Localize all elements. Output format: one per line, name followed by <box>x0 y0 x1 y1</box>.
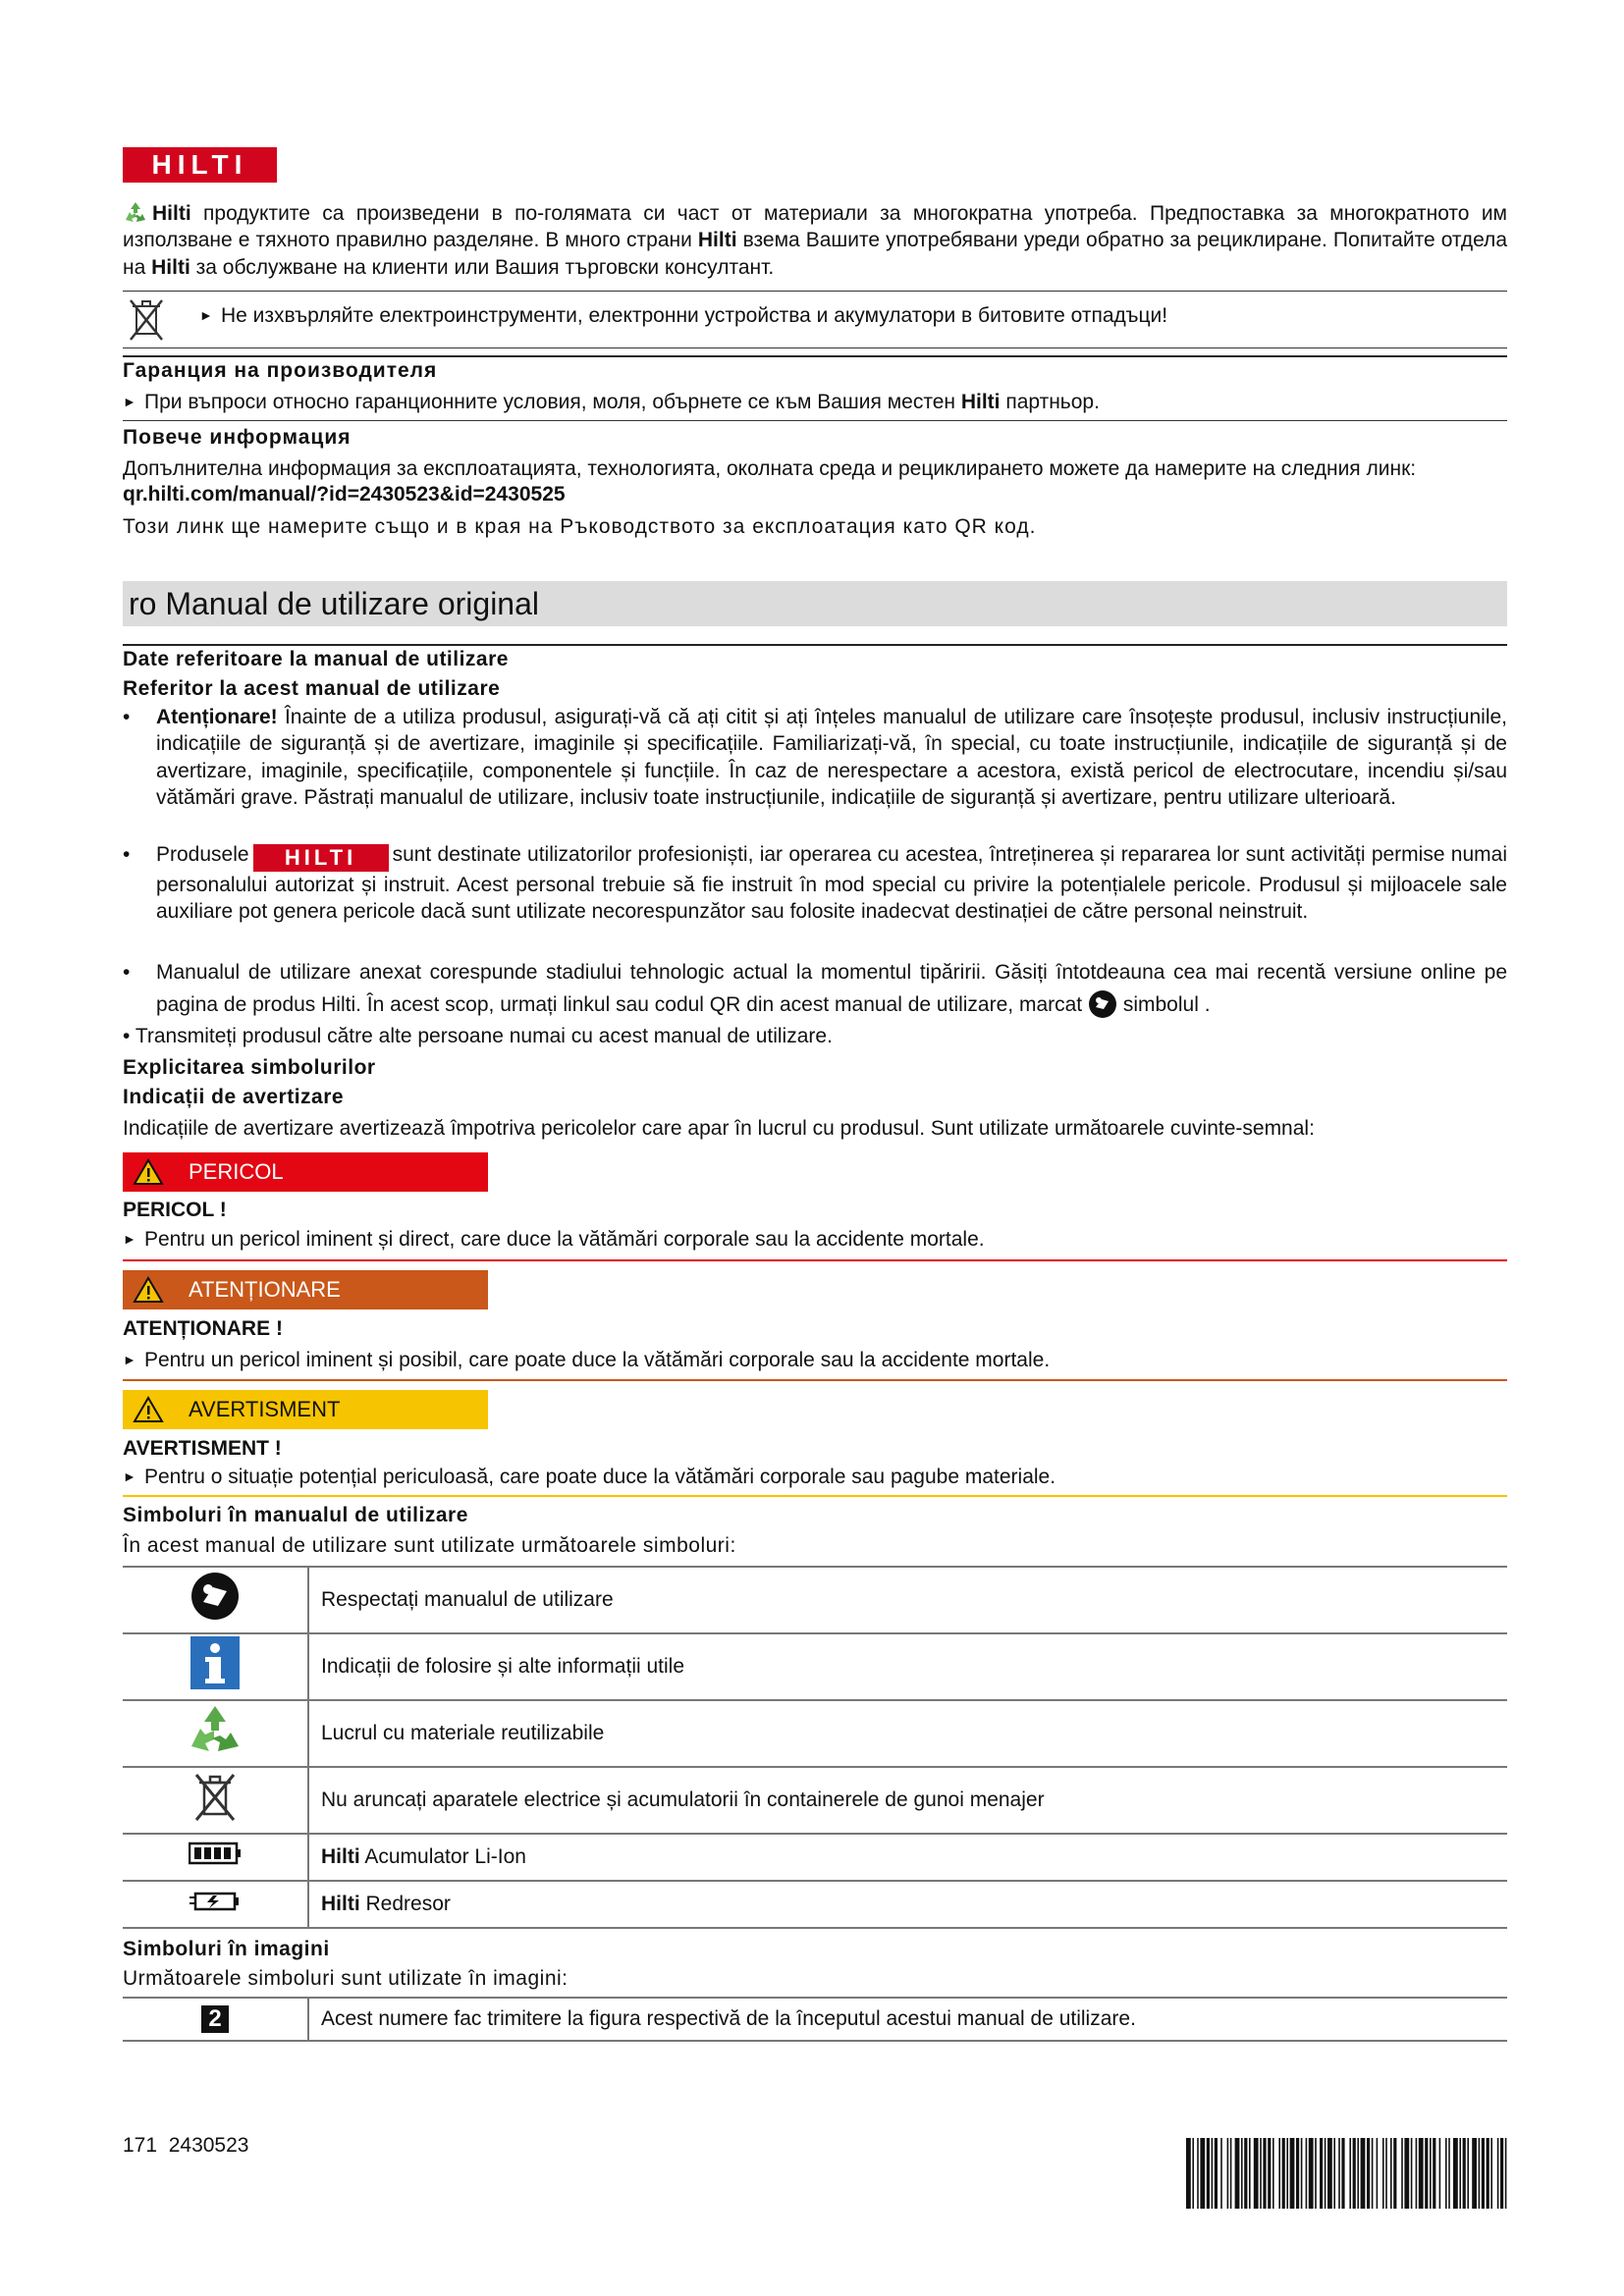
triangle-bullet-icon: ► <box>123 394 136 409</box>
barcode-bar <box>1382 2138 1384 2209</box>
barcode-bar <box>1254 2138 1259 2209</box>
warning-title: AVERTISMENT ! <box>123 1437 282 1460</box>
table-row <box>123 1881 1507 1928</box>
barcode-bar <box>1282 2138 1285 2209</box>
barcode-bar <box>1278 2138 1280 2209</box>
barcode-bar <box>1463 2138 1466 2209</box>
barcode-bar <box>1230 2138 1232 2209</box>
barcode-bar <box>1487 2138 1489 2209</box>
triangle-bullet-icon: ► <box>123 1468 136 1484</box>
barcode-bar <box>1309 2138 1314 2209</box>
barcode-bar <box>1482 2138 1485 2209</box>
barcode-bar <box>1215 2138 1218 2209</box>
hilti-inline-logo: HILTI <box>253 844 389 872</box>
barcode <box>1186 2138 1507 2209</box>
barcode-bar <box>1327 2138 1332 2209</box>
bullet-item <box>123 1023 1507 1049</box>
warning-text-content: Pentru un pericol iminent și posibil, care poate duce la vătămări corporale sau la accidente mortale. <box>144 1349 1051 1371</box>
barcode-bar <box>1320 2138 1323 2209</box>
barcode-bar <box>1385 2138 1387 2209</box>
table-row <box>123 1567 1507 1633</box>
barcode-bar <box>1235 2138 1240 2209</box>
more-info-heading: Повече информация <box>123 426 352 449</box>
symbols-table <box>123 1566 1507 1929</box>
bullet-item <box>123 841 1507 926</box>
barcode-bar <box>1325 2138 1326 2209</box>
heading-warnings: Indicații de avertizare <box>123 1086 345 1108</box>
section-title: ro Manual de utilizare original <box>123 581 1507 626</box>
barcode-bar <box>1192 2138 1194 2209</box>
barcode-bar <box>1341 2138 1344 2209</box>
barcode-bar <box>1197 2138 1199 2209</box>
barcode-bar <box>1349 2138 1351 2209</box>
symbol-cell <box>123 1767 308 1834</box>
warnings-intro: Indicațiile de avertizare avertizează împotriva pericolelor care apar în lucrul cu produsul. Sunt utilizate următoarele cuvinte-semnal: <box>123 1117 1315 1140</box>
bullet-item <box>123 704 1507 811</box>
barcode-bar <box>1286 2138 1288 2209</box>
triangle-bullet-icon: ► <box>123 1352 136 1367</box>
bullet-text: Produsele <box>156 843 249 866</box>
barcode-bar <box>1220 2138 1222 2209</box>
barcode-bar <box>1490 2138 1492 2209</box>
bullet-dot: • <box>123 961 131 984</box>
barcode-bar <box>1263 2138 1266 2209</box>
recycle-icon <box>188 1703 243 1756</box>
barcode-bar <box>1448 2138 1450 2209</box>
symbol-cell <box>123 1881 308 1928</box>
barcode-bar <box>1212 2138 1214 2209</box>
barcode-bar <box>1459 2138 1461 2209</box>
warranty-heading: Гаранция на производителя <box>123 359 438 382</box>
symbol-cell <box>123 1998 308 2041</box>
warning-banner-warning <box>123 1390 488 1429</box>
read-manual-icon <box>189 1571 241 1622</box>
warning-title: PERICOL ! <box>123 1199 227 1221</box>
barcode-bar <box>1467 2138 1469 2209</box>
charger-icon <box>188 1888 243 1913</box>
barcode-bar <box>1419 2138 1424 2209</box>
barcode-bar <box>1411 2138 1413 2209</box>
barcode-bar <box>1367 2138 1370 2209</box>
warning-text-content: Pentru o situație potențial periculoasă, care poate duce la vătămări corporale sau pagube materiale. <box>144 1466 1056 1488</box>
heading-symbols: Explicitarea simbolurilor <box>123 1056 376 1079</box>
barcode-bar <box>1445 2138 1447 2209</box>
barcode-bar <box>1401 2138 1403 2209</box>
image-symbols-intro: Următoarele simboluri sunt utilizate în imagini: <box>123 1967 568 1990</box>
barcode-bar <box>1453 2138 1458 2209</box>
bullet-text: simbolul . <box>1122 992 1211 1016</box>
bullet-text: Manualul de utilizare anexat corespunde stadiului tehnologic actual la momentul tipăririi. Găsiți întotdeauna cea mai recentă versiune online pe pagina de produs Hilti. În acest scop, urmați linkul sau codul QR din acest manual de utilizare, marcat <box>156 961 1507 1016</box>
warning-text <box>123 1347 1507 1373</box>
divider <box>123 420 1507 421</box>
barcode-bar <box>1377 2138 1379 2209</box>
barcode-bar <box>1268 2138 1271 2209</box>
intro-text: за обслужване на клиенти или Вашия търговски консултант. <box>189 255 775 279</box>
barcode-bar <box>1200 2138 1205 2209</box>
intro-text: взема Вашите употребявани уреди обратно за рециклиране. Попитайте отдела на <box>123 229 1507 279</box>
barcode-bar <box>1272 2138 1274 2209</box>
brand-name: Hilti <box>151 255 190 279</box>
barcode-bar <box>1260 2138 1262 2209</box>
brand-name: Hilti <box>152 202 191 225</box>
table-row <box>123 1700 1507 1767</box>
barcode-bar <box>1500 2138 1503 2209</box>
battery-icon <box>189 1842 242 1865</box>
document-id: 2430523 <box>168 2134 249 2157</box>
heading-ref: Referitor la acest manual de utilizare <box>123 677 501 700</box>
symbol-cell <box>123 1700 308 1767</box>
triangle-bullet-icon: ► <box>199 307 213 323</box>
barcode-bar <box>1505 2138 1507 2209</box>
barcode-bar <box>1227 2138 1229 2209</box>
brand-name: Hilti <box>960 391 1001 413</box>
bullet-dot: • <box>123 706 131 728</box>
warning-text <box>123 1464 1507 1490</box>
symbol-cell <box>123 1834 308 1881</box>
divider <box>123 291 1507 292</box>
barcode-bar <box>1430 2138 1432 2209</box>
more-info-text: Допълнителна информация за експлоатацията, технологията, околната среда и рециклирането можете да намерите на следния линк: <box>123 457 1417 480</box>
disposal-warning-row <box>123 293 1507 347</box>
more-info-link[interactable]: qr.hilti.com/manual/?id=2430523&id=2430525 <box>123 483 566 506</box>
warning-text <box>123 1226 1507 1253</box>
barcode-bar <box>1338 2138 1340 2209</box>
bullet-text: Transmiteți produsul către alte persoane numai cu acest manual de utilizare. <box>135 1025 833 1047</box>
divider-caution <box>123 1379 1507 1381</box>
divider-danger <box>123 1259 1507 1261</box>
barcode-bar <box>1244 2138 1247 2209</box>
info-icon <box>190 1636 240 1689</box>
barcode-bar <box>1372 2138 1374 2209</box>
warranty-text-part: При въпроси относно гаранционните условия, моля, обърнете се към Вашия местен <box>144 391 961 413</box>
brand-name: Hilti <box>697 229 737 252</box>
warning-triangle-icon <box>133 1276 164 1304</box>
recycling-intro <box>123 200 1507 281</box>
barcode-bar <box>1439 2138 1441 2209</box>
heading-date: Date referitoare la manual de utilizare <box>123 648 509 670</box>
warning-banner-label: PERICOL <box>189 1159 284 1184</box>
barcode-bar <box>1301 2138 1303 2209</box>
warning-banner-label: AVERTISMENT <box>189 1397 341 1421</box>
divider-warning <box>123 1495 1507 1497</box>
barcode-bar <box>1315 2138 1317 2209</box>
brand-name: Hilti <box>321 1893 360 1916</box>
figure-number-badge: 2 <box>201 2005 229 2033</box>
symbol-description: Acest numere fac trimitere la figura respectivă de la începutul acestui manual de utilizare. <box>308 1998 1507 2041</box>
symbol-description: Lucrul cu materiale reutilizabile <box>308 1700 1507 1767</box>
bullet-dot: • <box>123 843 131 866</box>
barcode-bar <box>1249 2138 1251 2209</box>
table-row <box>123 1767 1507 1834</box>
disposal-warning-text: Не изхвърляйте електроинструменти, електронни устройства и акумулатори в битовите отпадъци! <box>221 304 1168 327</box>
barcode-bar <box>1404 2138 1409 2209</box>
hilti-logo: HILTI <box>123 147 277 183</box>
barcode-bar <box>1333 2138 1335 2209</box>
read-manual-icon <box>1088 989 1117 1019</box>
warning-triangle-icon <box>133 1396 164 1423</box>
symbol-description-text: Acumulator Li-Ion <box>359 1845 526 1869</box>
attention-label: Atenționare! <box>156 706 278 728</box>
bullet-dot: • <box>123 1025 131 1047</box>
symbol-description <box>308 1881 1507 1928</box>
barcode-bar <box>1497 2138 1499 2209</box>
barcode-bar <box>1390 2138 1392 2209</box>
heading-manual-symbols: Simboluri în manualul de utilizare <box>123 1504 468 1526</box>
warning-text-content: Pentru un pericol iminent și direct, care duce la vătămări corporale sau la accidente mortale. <box>144 1228 985 1251</box>
divider <box>123 347 1507 348</box>
recycle-icon <box>123 200 148 224</box>
barcode-bar <box>1416 2138 1418 2209</box>
more-info-text2: Този линк ще намерите също и в края на Ръководството за експлоатация като QR код. <box>123 515 1037 538</box>
brand-name: Hilti <box>321 1845 360 1869</box>
warning-title: ATENȚIONARE ! <box>123 1317 283 1340</box>
barcode-bar <box>1306 2138 1308 2209</box>
barcode-bar <box>1241 2138 1243 2209</box>
barcode-bar <box>1353 2138 1356 2209</box>
barcode-bar <box>1393 2138 1396 2209</box>
crossed-bin-icon <box>190 1769 240 1824</box>
barcode-bar <box>1186 2138 1191 2209</box>
barcode-bar <box>1357 2138 1359 2209</box>
bullet-text: Înainte de a utiliza produsul, asigurați-vă că ați citit și ați înțeles manualul de utilizare care însoțește produsul, inclusiv instrucțiunile, indicațiile de siguranță și de avertizare, imaginile și specificațiile. Familiarizați-vă, în special, cu toate instrucțiunile, indicațiile de siguranță și de avertizare, imaginile, specificațiile, componentele și funcțiile. În caz de nerespectare a acestora, există pericol de electrocutare, incendiu și/sau vătămări grave. Păstrați manualul de utilizare, inclusiv toate instrucțiunile, indicațiile de siguranță și avertizare, pentru utilizare ulterioară. <box>156 706 1507 809</box>
warranty-text <box>123 389 1507 415</box>
barcode-bar <box>1361 2138 1366 2209</box>
heading-image-symbols: Simboluri în imagini <box>123 1938 330 1960</box>
barcode-bar <box>1207 2138 1210 2209</box>
symbol-description <box>308 1834 1507 1881</box>
table-row <box>123 1633 1507 1700</box>
bullet-text: sunt destinate utilizatorilor profesioniști, iar operarea cu acestea, întreținerea și repararea lor sunt activități permise numai personalului autorizat și instruit. Acest personal trebuie să fie instruit în mod special cu privire la potențialele pericole. Produsul și mijloacele sale auxiliare pot genera pericole dacă sunt utilizate necorespunzător sau folosite inadecvat destinației de către personal neinstruit. <box>156 843 1507 924</box>
manual-symbols-intro: În acest manual de utilizare sunt utilizate următoarele simboluri: <box>123 1534 736 1557</box>
table-row <box>123 1834 1507 1881</box>
barcode-bar <box>1425 2138 1428 2209</box>
barcode-bar <box>1472 2138 1477 2209</box>
barcode-bar <box>1296 2138 1299 2209</box>
warning-triangle-icon <box>133 1158 164 1186</box>
table-row <box>123 1998 1507 2041</box>
crossed-bin-icon <box>125 294 168 344</box>
warning-banner-caution <box>123 1270 488 1309</box>
warranty-text-part: партньор. <box>1000 391 1100 413</box>
image-symbols-table <box>123 1997 1507 2042</box>
triangle-bullet-icon: ► <box>123 1231 136 1247</box>
barcode-bar <box>1479 2138 1481 2209</box>
barcode-bar <box>1433 2138 1435 2209</box>
warning-banner-label: ATENȚIONARE <box>189 1277 341 1302</box>
symbol-cell <box>123 1567 308 1633</box>
symbol-description: Nu aruncați aparatele electrice și acumulatorii în containerele de gunoi menajer <box>308 1767 1507 1834</box>
intro-text: продуктите са произведени в по-голямата си част от материали за многократна употреба. Предпоставка за многократното им използване е тяхното правилно разделяне. В много страни <box>123 202 1507 252</box>
bullet-item <box>123 957 1507 1021</box>
symbol-description-text: Redresor <box>359 1893 451 1916</box>
symbol-description: Respectați manualul de utilizare <box>308 1567 1507 1633</box>
symbol-cell <box>123 1633 308 1700</box>
warning-banner-danger <box>123 1152 488 1192</box>
barcode-bar <box>1290 2138 1295 2209</box>
symbol-description: Indicații de folosire și alte informații utile <box>308 1633 1507 1700</box>
page-number: 171 <box>123 2134 158 2157</box>
